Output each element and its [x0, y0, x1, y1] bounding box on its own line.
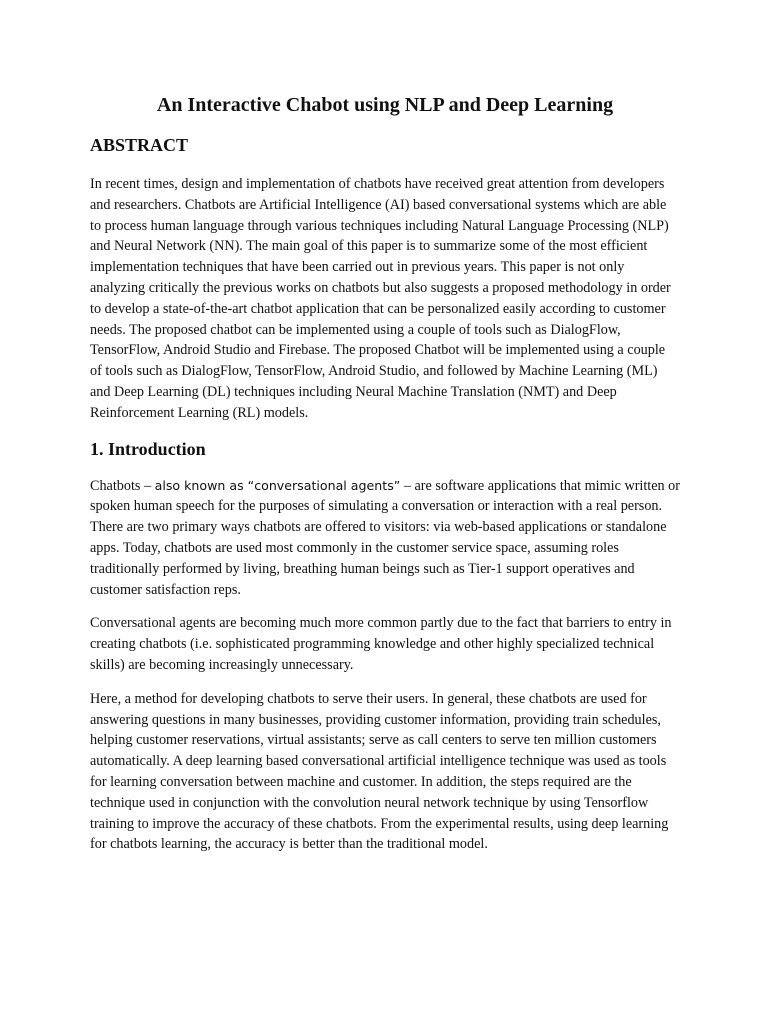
introduction-paragraph-1	[90, 476, 680, 601]
paper-title: An Interactive Chabot using NLP and Deep Learning	[156, 94, 614, 116]
intro-p1-alias: also known as “conversational agents”	[154, 477, 401, 493]
introduction-heading: 1. Introduction	[90, 438, 206, 459]
page-content	[90, 91, 680, 855]
intro-p1-rest: – are software applications that mimic written or spoken human speech for the purposes of simulating a conversation or interaction with a real person. There are two primary ways chatbots are offered to visitors: via web-based applications or standalone apps. Today, chatbots are used most commonly in the customer service space, assuming roles traditionally performed by living, breathing human beings such as Tier-1 support operatives and customer satisfaction reps.	[90, 477, 680, 598]
intro-p1-lead: Chatbots –	[90, 477, 155, 494]
introduction-paragraph-3: Here, a method for developing chatbots to serve their users. In general, these chatbots are used for answering questions in many businesses, providing customer information, providing train schedules, helping customer reservations, virtual assistants; serve as call centers to serve ten million customers automatically. A deep learning based conversational artificial intelligence technique was used as tools for learning conversation between machine and customer. In addition, the steps required are the technique used in conjunction with the convolution neural network technique by using Tensorflow training to improve the accuracy of these chatbots. From the experimental results, using deep learning for chatbots learning, the accuracy is better than the traditional model.	[90, 690, 669, 853]
abstract-heading: ABSTRACT	[90, 135, 189, 155]
abstract-paragraph: In recent times, design and implementation of chatbots have received great attention from developers and researchers. Chatbots are Artificial Intelligence (AI) based conversational systems which are able to process human language through various techniques including Natural Language Processing (NLP) and Neural Network (NN). The main goal of this paper is to summarize some of the most efficient implementation techniques that have been carried out in previous years. This paper is not only analyzing critically the previous works on chatbots but also suggests a proposed methodology in order to develop a state-of-the-art chatbot application that can be personalized easily according to customer needs. The proposed chatbot can be implemented using a couple of tools such as DialogFlow, TensorFlow, Android Studio and Firebase. The proposed Chatbot will be implemented using a couple of tools such as DialogFlow, TensorFlow, Android Studio, and followed by Machine Learning (ML) and Deep Learning (DL) techniques including Neural Machine Translation (NMT) and Deep Reinforcement Learning (RL) models.	[90, 176, 671, 421]
introduction-paragraph-2: Conversational agents are becoming much more common partly due to the fact that barriers to entry in creating chatbots (i.e. sophisticated programming knowledge and other highly specialized technical skills) are becoming increasingly unnecessary.	[90, 615, 672, 673]
